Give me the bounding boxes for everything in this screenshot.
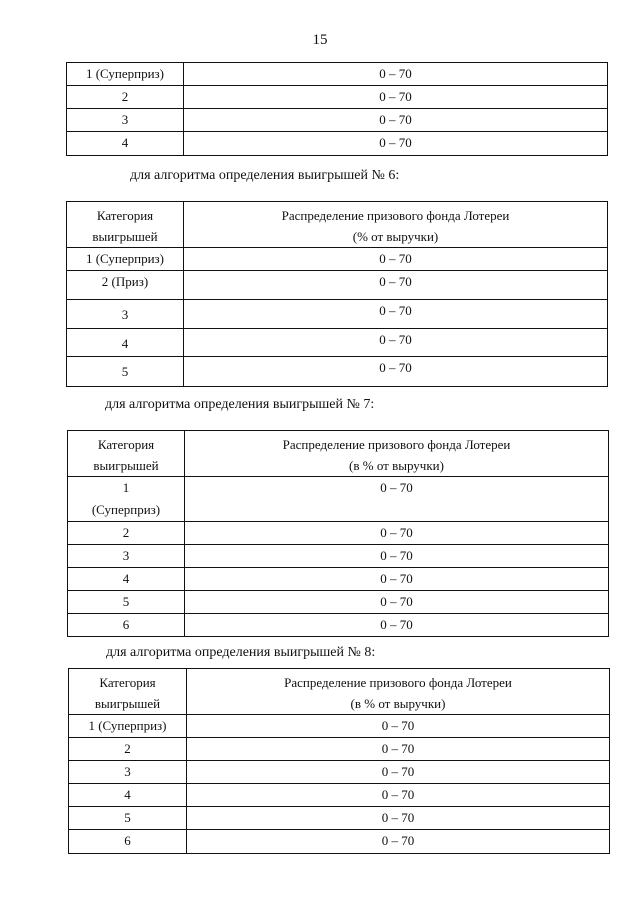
value-cell: 0 – 70 <box>184 248 608 271</box>
category-cell: 4 <box>69 784 187 807</box>
table-row <box>68 477 609 522</box>
table-row <box>67 109 608 132</box>
table-row <box>68 522 609 545</box>
table-row <box>67 357 608 387</box>
header-line: Распределение призового фонда Лотереи <box>284 675 512 690</box>
value-cell: 0 – 70 <box>184 86 608 109</box>
table-row <box>67 63 608 86</box>
header-line: выигрышей <box>93 458 159 473</box>
value-cell: 0 – 70 <box>184 271 608 300</box>
distribution-header <box>185 431 609 477</box>
value-cell: 0 – 70 <box>184 329 608 357</box>
value-cell: 0 – 70 <box>184 357 608 387</box>
prize-table-algorithm-7 <box>67 430 609 637</box>
header-line: выигрышей <box>92 229 158 244</box>
category-cell: 1 (Суперприз) <box>67 63 184 86</box>
category-line: (Суперприз) <box>91 502 161 517</box>
value-cell: 0 – 70 <box>187 830 610 854</box>
value-cell: 0 – 70 <box>185 477 609 522</box>
table-row <box>69 784 610 807</box>
distribution-header <box>187 669 610 715</box>
header-line: Распределение призового фонда Лотереи <box>282 437 511 452</box>
table-row <box>69 738 610 761</box>
category-cell: 5 <box>68 591 185 614</box>
prize-table-continued <box>66 62 608 156</box>
table-row <box>67 271 608 300</box>
value-cell: 0 – 70 <box>187 738 610 761</box>
table-row <box>67 300 608 329</box>
table-row <box>69 830 610 854</box>
table-row <box>69 807 610 830</box>
category-cell: 4 <box>68 568 185 591</box>
table-header-row <box>68 431 609 477</box>
prize-table-algorithm-8 <box>68 668 610 854</box>
section-intro: для алгоритма определения выигрышей № 8: <box>106 645 376 660</box>
prize-table-algorithm-6 <box>66 201 608 387</box>
table-row <box>68 614 609 637</box>
value-cell: 0 – 70 <box>187 715 610 738</box>
category-cell: 3 <box>67 109 184 132</box>
page-number: 15 <box>312 32 328 48</box>
value-cell: 0 – 70 <box>185 545 609 568</box>
section-intro: для алгоритма определения выигрышей № 6: <box>130 168 400 183</box>
header-line: (% от выручки) <box>352 229 439 244</box>
table-row <box>68 591 609 614</box>
value-cell: 0 – 70 <box>185 614 609 637</box>
category-cell: 2 (Приз) <box>67 271 184 300</box>
value-cell: 0 – 70 <box>187 784 610 807</box>
category-header <box>68 431 185 477</box>
header-line: Категория <box>99 675 156 690</box>
table-row <box>67 86 608 109</box>
value-cell: 0 – 70 <box>185 522 609 545</box>
category-cell: 4 <box>67 132 184 156</box>
category-cell: 2 <box>68 522 185 545</box>
value-cell: 0 – 70 <box>187 761 610 784</box>
category-cell <box>68 477 185 522</box>
table-header-row <box>67 202 608 248</box>
category-cell: 5 <box>67 357 184 387</box>
value-cell: 0 – 70 <box>184 300 608 329</box>
header-line: (в % от выручки) <box>350 696 446 711</box>
category-cell: 4 <box>67 329 184 357</box>
table-row <box>69 715 610 738</box>
value-cell: 0 – 70 <box>185 591 609 614</box>
category-cell: 5 <box>69 807 187 830</box>
category-cell: 1 (Суперприз) <box>67 248 184 271</box>
header-line: Категория <box>96 208 154 223</box>
category-cell: 6 <box>68 614 185 637</box>
table-row <box>68 568 609 591</box>
category-cell: 3 <box>68 545 185 568</box>
section-intro: для алгоритма определения выигрышей № 7: <box>105 397 375 412</box>
table-row <box>69 761 610 784</box>
header-line: Распределение призового фонда Лотереи <box>281 208 510 223</box>
category-cell: 2 <box>69 738 187 761</box>
distribution-header <box>184 202 608 248</box>
category-cell: 3 <box>69 761 187 784</box>
header-line: Категория <box>97 437 155 452</box>
category-header <box>69 669 187 715</box>
value-cell: 0 – 70 <box>185 568 609 591</box>
value-cell: 0 – 70 <box>187 807 610 830</box>
table-row <box>67 329 608 357</box>
header-line: выигрышей <box>94 696 161 711</box>
value-cell: 0 – 70 <box>184 132 608 156</box>
table-row <box>67 132 608 156</box>
category-header <box>67 202 184 248</box>
value-cell: 0 – 70 <box>184 109 608 132</box>
table-row <box>68 545 609 568</box>
category-cell: 1 (Суперприз) <box>69 715 187 738</box>
table-row <box>67 248 608 271</box>
value-cell: 0 – 70 <box>184 63 608 86</box>
table-header-row <box>69 669 610 715</box>
category-cell: 6 <box>69 830 187 854</box>
category-cell: 3 <box>67 300 184 329</box>
category-line: 1 <box>122 480 130 495</box>
category-cell: 2 <box>67 86 184 109</box>
header-line: (в % от выручки) <box>349 458 444 473</box>
